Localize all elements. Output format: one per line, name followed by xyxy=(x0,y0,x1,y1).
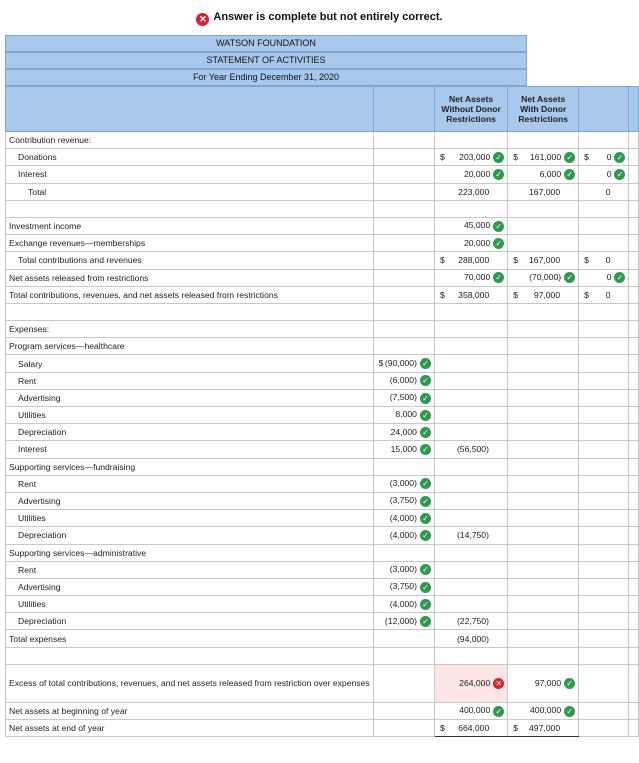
row-label: Utilities xyxy=(6,407,374,424)
input-cell[interactable]: (3,000) xyxy=(389,564,417,575)
value-cell: 664,000 xyxy=(458,723,490,734)
check-circle-icon: ✓ xyxy=(420,599,431,610)
input-cell[interactable]: 70,000 xyxy=(463,271,491,282)
value-cell: (22,750) xyxy=(434,613,507,630)
check-circle-icon: ✓ xyxy=(564,706,575,717)
statement-period: For Year Ending December 31, 2020 xyxy=(5,69,527,86)
value-cell: (56,500) xyxy=(434,441,507,458)
row-label: Total expenses xyxy=(6,630,374,647)
check-circle-icon: ✓ xyxy=(564,169,575,180)
input-cell[interactable]: 203,000 xyxy=(459,151,491,162)
input-cell[interactable]: 0 xyxy=(606,151,612,162)
check-circle-icon: ✓ xyxy=(420,496,431,507)
check-circle-icon: ✓ xyxy=(564,678,575,689)
input-cell[interactable]: 161,000 xyxy=(530,151,562,162)
row-label: Advertising xyxy=(6,389,374,406)
check-circle-icon: ✓ xyxy=(493,272,504,283)
row-label: Salary xyxy=(6,355,374,372)
row-label: Total contributions, revenues, and net assets released from restrictions xyxy=(6,286,374,303)
input-cell[interactable]: 24,000 xyxy=(390,426,417,437)
col-with-donor: Net Assets With Donor Restrictions xyxy=(508,87,579,132)
check-circle-icon: ✓ xyxy=(420,582,431,593)
input-cell[interactable]: (70,000) xyxy=(529,271,562,282)
row-label: Advertising xyxy=(6,578,374,595)
check-circle-icon: ✓ xyxy=(493,221,504,232)
check-circle-icon: ✓ xyxy=(493,169,504,180)
input-cell[interactable]: 20,000 xyxy=(463,168,491,179)
input-cell[interactable]: 400,000 xyxy=(530,705,562,716)
input-cell[interactable]: 400,000 xyxy=(459,705,491,716)
check-circle-icon: ✓ xyxy=(420,375,431,386)
value-cell: (14,750) xyxy=(434,527,507,544)
banner-text: Answer is complete but not entirely correct. xyxy=(213,11,443,23)
statement-table: Net Assets Without Donor Restrictions Net Assets With Donor Restrictions Contribution revenue: Donations $ 203,000 ✓ $ 161,000 ✓ $ 0 ✓ Interest 20,000 ✓ 6,000 ✓ 0 ✓ Total 223,000 167,000 0 Investment income 45,000 ✓ Exchange revenues—memberships 20,000 ✓ Total contributions and revenues $ 288,000 $ 167,000 $ 0 Net assets released from restrictions 70,000 ✓ (70,000) ✓ 0 ✓ Total contributions, revenues, and net assets released from restrictions $ 358,000 $ 97,000 $ 0 Expenses: Program services—healthcare Salary $ (90,000) ✓ Rent (6,000) ✓ Advertising (7,500) ✓ Utilities 8,000 ✓ Depreciation 24,000 ✓ Interest 15,000 ✓ (56,500) Supporting services—fundraising Rent (3,000) ✓ Advertising (3,750) ✓ Utilities (4,000) ✓ Depreciation (4,000) ✓ (14,750) Supporting services—administrative Rent (3,000) ✓ Advertising (3,750) ✓ Utilities (4,000) ✓ Depreciation (12,000) ✓ (22,750) Total expenses (94,000) Excess of total contributions, revenues, and net assets released from restriction over expenses 264,000 ✕ 97,000 ✓ Net assets at beginning of year 400,000 ✓ 400,000 ✓ Net assets at end of year $ 664,000 $ 497,000 xyxy=(5,86,639,737)
input-cell[interactable]: 97,000 xyxy=(534,677,562,688)
check-circle-icon: ✓ xyxy=(493,706,504,717)
check-circle-icon: ✓ xyxy=(420,444,431,455)
check-circle-icon: ✓ xyxy=(614,272,625,283)
row-label: Investment income xyxy=(6,217,374,234)
row-label: Total xyxy=(6,183,374,200)
row-label: Depreciation xyxy=(6,424,374,441)
input-cell[interactable]: 15,000 xyxy=(390,443,417,454)
row-label: Depreciation xyxy=(6,613,374,630)
row-label: Exchange revenues—memberships xyxy=(6,235,374,252)
input-cell[interactable]: 8,000 xyxy=(395,409,417,420)
row-label: Program services—healthcare xyxy=(6,338,374,355)
value-cell: 223,000 xyxy=(434,183,507,200)
check-circle-icon: ✓ xyxy=(420,530,431,541)
org-name: WATSON FOUNDATION xyxy=(5,35,527,52)
input-cell[interactable]: 0 xyxy=(606,168,612,179)
row-label: Rent xyxy=(6,561,374,578)
value-cell: 97,000 xyxy=(533,289,561,300)
row-label: Net assets at beginning of year xyxy=(6,702,374,719)
statement-title: STATEMENT OF ACTIVITIES xyxy=(5,52,527,69)
input-cell[interactable]: 0 xyxy=(606,271,612,282)
input-cell[interactable]: (3,750) xyxy=(389,581,417,592)
value-cell: 0 xyxy=(579,183,629,200)
check-circle-icon: ✓ xyxy=(564,272,575,283)
row-label: Contribution revenue: xyxy=(6,132,374,149)
row-label: Advertising xyxy=(6,492,374,509)
row-label: Interest xyxy=(6,441,374,458)
row-label: Net assets at end of year xyxy=(6,720,374,737)
value-cell: 167,000 xyxy=(508,183,579,200)
input-cell[interactable]: 45,000 xyxy=(463,220,491,231)
check-circle-icon: ✓ xyxy=(614,169,625,180)
col-without-donor: Net Assets Without Donor Restrictions xyxy=(434,87,507,132)
value-cell: 0 xyxy=(605,289,611,300)
input-cell[interactable]: (6,000) xyxy=(389,375,417,386)
row-label: Excess of total contributions, revenues, and net assets released from restriction over expenses xyxy=(6,664,374,702)
row-label: Supporting services—fundraising xyxy=(6,458,374,475)
row-label: Donations xyxy=(6,149,374,166)
check-circle-icon: ✓ xyxy=(420,427,431,438)
input-cell[interactable]: 20,000 xyxy=(463,237,491,248)
row-label: Rent xyxy=(6,372,374,389)
x-circle-icon: ✕ xyxy=(196,13,209,26)
check-circle-icon: ✓ xyxy=(420,410,431,421)
check-circle-icon: ✓ xyxy=(564,152,575,163)
input-cell[interactable]: (4,000) xyxy=(389,598,417,609)
row-label: Utilities xyxy=(6,510,374,527)
x-circle-icon: ✕ xyxy=(493,678,504,689)
row-label: Expenses: xyxy=(6,321,374,338)
row-label: Utilities xyxy=(6,596,374,613)
row-label: Net assets released from restrictions xyxy=(6,269,374,286)
input-cell[interactable]: (4,000) xyxy=(389,529,417,540)
input-cell[interactable]: (4,000) xyxy=(389,512,417,523)
check-circle-icon: ✓ xyxy=(420,358,431,369)
check-circle-icon: ✓ xyxy=(420,616,431,627)
check-circle-icon: ✓ xyxy=(420,478,431,489)
row-label: Supporting services—administrative xyxy=(6,544,374,561)
value-cell: (94,000) xyxy=(434,630,507,647)
check-circle-icon: ✓ xyxy=(420,513,431,524)
value-cell: 358,000 xyxy=(458,289,490,300)
input-cell[interactable]: 264,000 xyxy=(459,677,491,688)
check-circle-icon: ✓ xyxy=(614,152,625,163)
value-cell: 288,000 xyxy=(458,255,490,266)
value-cell: 497,000 xyxy=(529,723,561,734)
result-banner xyxy=(0,11,639,26)
input-cell[interactable]: (12,000) xyxy=(384,615,417,626)
check-circle-icon: ✓ xyxy=(493,152,504,163)
input-cell[interactable]: (7,500) xyxy=(389,392,417,403)
value-cell: 0 xyxy=(605,255,611,266)
row-label: Rent xyxy=(6,475,374,492)
input-cell[interactable]: (90,000) xyxy=(384,357,417,368)
value-cell: 167,000 xyxy=(529,255,561,266)
input-cell[interactable]: (3,000) xyxy=(389,478,417,489)
check-circle-icon: ✓ xyxy=(493,238,504,249)
input-cell[interactable]: 6,000 xyxy=(539,168,562,179)
check-circle-icon: ✓ xyxy=(420,564,431,575)
row-label: Interest xyxy=(6,166,374,183)
check-circle-icon: ✓ xyxy=(420,393,431,404)
row-label: Depreciation xyxy=(6,527,374,544)
input-cell[interactable]: (3,750) xyxy=(389,495,417,506)
row-label: Total contributions and revenues xyxy=(6,252,374,269)
